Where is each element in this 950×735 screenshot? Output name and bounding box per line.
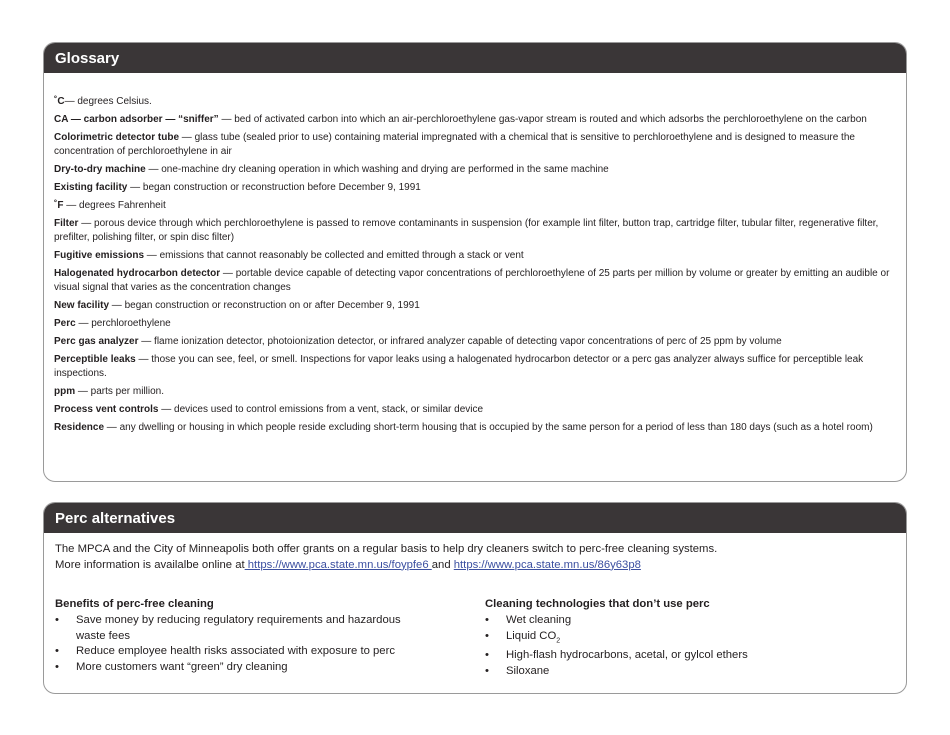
glossary-entry <box>54 335 892 349</box>
alternatives-columns <box>44 573 906 679</box>
glossary-term: ˚C <box>54 96 65 107</box>
glossary-term: ppm <box>54 386 76 397</box>
glossary-definition: — those you can see, feel, or smell. Inspections for vapor leaks using a halogenated hydrocarbon detector or a perc gas analyzer always suffice for perceptible leak inspections. <box>54 354 864 379</box>
glossary-term: ˚F <box>54 200 64 211</box>
glossary-entry <box>54 131 892 159</box>
glossary-definition: — emissions that cannot reasonably be collected and emitted through a stack or vent <box>144 250 524 261</box>
glossary-title: Glossary <box>44 43 906 73</box>
glossary-entry <box>54 249 892 263</box>
list-item: • More customers want “green” dry cleaning <box>55 660 421 676</box>
technologies-column <box>485 597 885 679</box>
glossary-definition: — one-machine dry cleaning operation in which washing and drying are performed in the same machine <box>145 164 609 175</box>
glossary-entry <box>54 199 892 213</box>
liquid-co2-text: Liquid CO <box>506 629 557 642</box>
technologies-heading: Cleaning technologies that don’t use perc <box>485 598 710 610</box>
glossary-definition: — degrees Fahrenheit <box>63 200 166 211</box>
glossary-entry <box>54 181 892 195</box>
list-item: • Reduce employee health risks associated with exposure to perc <box>55 644 421 660</box>
glossary-term: CA — carbon adsorber — “sniffer” <box>54 114 219 125</box>
glossary-term: Fugitive emissions <box>54 250 145 261</box>
technologies-list <box>485 613 885 679</box>
glossary-entry <box>54 95 892 109</box>
glossary-entry <box>54 267 892 295</box>
mpca-link-2[interactable]: https://www.pca.state.mn.us/86y63p8 <box>453 558 641 571</box>
glossary-term: Process vent controls <box>54 404 159 415</box>
glossary-entry <box>54 299 892 313</box>
benefits-list <box>55 613 485 675</box>
glossary-term: Dry-to-dry machine <box>54 164 146 175</box>
glossary-entry <box>54 163 892 177</box>
glossary-definition: — any dwelling or housing in which people reside excluding short-term housing that is occupied by the same person for a period of less than 180 days (such as a hotel room) <box>104 422 873 433</box>
glossary-definition: — bed of activated carbon into which an air-perchloroethylene gas-vapor stream is routed and which adsorbs the perchloroethylene on the carbon <box>218 114 867 125</box>
glossary-term: New facility <box>54 300 110 311</box>
list-item: • Save money by reducing regulatory requirements and hazardous waste fees <box>55 613 421 644</box>
glossary-definition: — porous device through which perchloroethylene is passed to remove contaminants in suspension (for example lint filter, button trap, cartridge filter, tubular filter, regenerative filter, prefilter, polishing filter, or spin disc filter) <box>54 218 879 243</box>
glossary-term: Halogenated hydrocarbon detector <box>54 268 221 279</box>
co2-subscript: 2 <box>556 636 561 644</box>
glossary-panel <box>43 42 907 482</box>
glossary-list <box>44 73 906 435</box>
glossary-definition: — devices used to control emissions from a vent, stack, or similar device <box>158 404 484 415</box>
intro-and: and <box>431 558 454 571</box>
mpca-link-1[interactable]: https://www.pca.state.mn.us/foypfe6 <box>244 558 432 571</box>
glossary-entry <box>54 353 892 381</box>
benefits-heading: Benefits of perc-free cleaning <box>55 598 214 610</box>
intro-line-1: The MPCA and the City of Minneapolis both offer grants on a regular basis to help dry cleaners switch to perc-free cleaning systems. <box>55 543 718 555</box>
glossary-definition: — perchloroethylene <box>75 318 171 329</box>
alternatives-intro <box>44 533 906 573</box>
list-item: • Siloxane <box>485 664 885 680</box>
intro-line-2-prefix: More information is availalbe online at <box>55 558 245 571</box>
perc-alternatives-title: Perc alternatives <box>44 503 906 533</box>
glossary-entry <box>54 317 892 331</box>
list-item: • Wet cleaning <box>485 613 885 629</box>
glossary-definition: — flame ionization detector, photoionization detector, or infrared analyzer capable of detecting vapor concentrations of perc of 25 ppm by volume <box>138 336 782 347</box>
glossary-term: Perc <box>54 318 76 329</box>
list-item <box>485 629 885 649</box>
glossary-term: Perc gas analyzer <box>54 336 139 347</box>
glossary-definition: — began construction or reconstruction on or after December 9, 1991 <box>109 300 420 311</box>
glossary-definition: — degrees Celsius. <box>64 96 152 107</box>
glossary-term: Existing facility <box>54 182 128 193</box>
glossary-term: Colorimetric detector tube <box>54 132 180 143</box>
glossary-entry <box>54 385 892 399</box>
glossary-entry <box>54 217 892 245</box>
glossary-definition: — glass tube (sealed prior to use) containing material impregnated with a chemical that is sensitive to perchloroethylene and is designed to measure the concentration of perchloroethylene in air <box>54 132 855 157</box>
glossary-entry <box>54 421 892 435</box>
perc-alternatives-panel <box>43 502 907 694</box>
glossary-entry <box>54 113 892 127</box>
benefits-column <box>55 597 485 679</box>
glossary-definition: — parts per million. <box>75 386 165 397</box>
intro-line-2 <box>55 558 892 574</box>
glossary-term: Filter <box>54 218 79 229</box>
glossary-term: Residence <box>54 422 105 433</box>
list-item: • High-flash hydrocarbons, acetal, or gylcol ethers <box>485 648 885 664</box>
glossary-definition: — portable device capable of detecting vapor concentrations of perchloroethylene of 25 parts per million by volume or greater by emitting an audible or visual signal that varies as the concentration changes <box>54 268 890 293</box>
glossary-definition: — began construction or reconstruction before December 9, 1991 <box>127 182 421 193</box>
glossary-entry <box>54 403 892 417</box>
glossary-term: Perceptible leaks <box>54 354 136 365</box>
